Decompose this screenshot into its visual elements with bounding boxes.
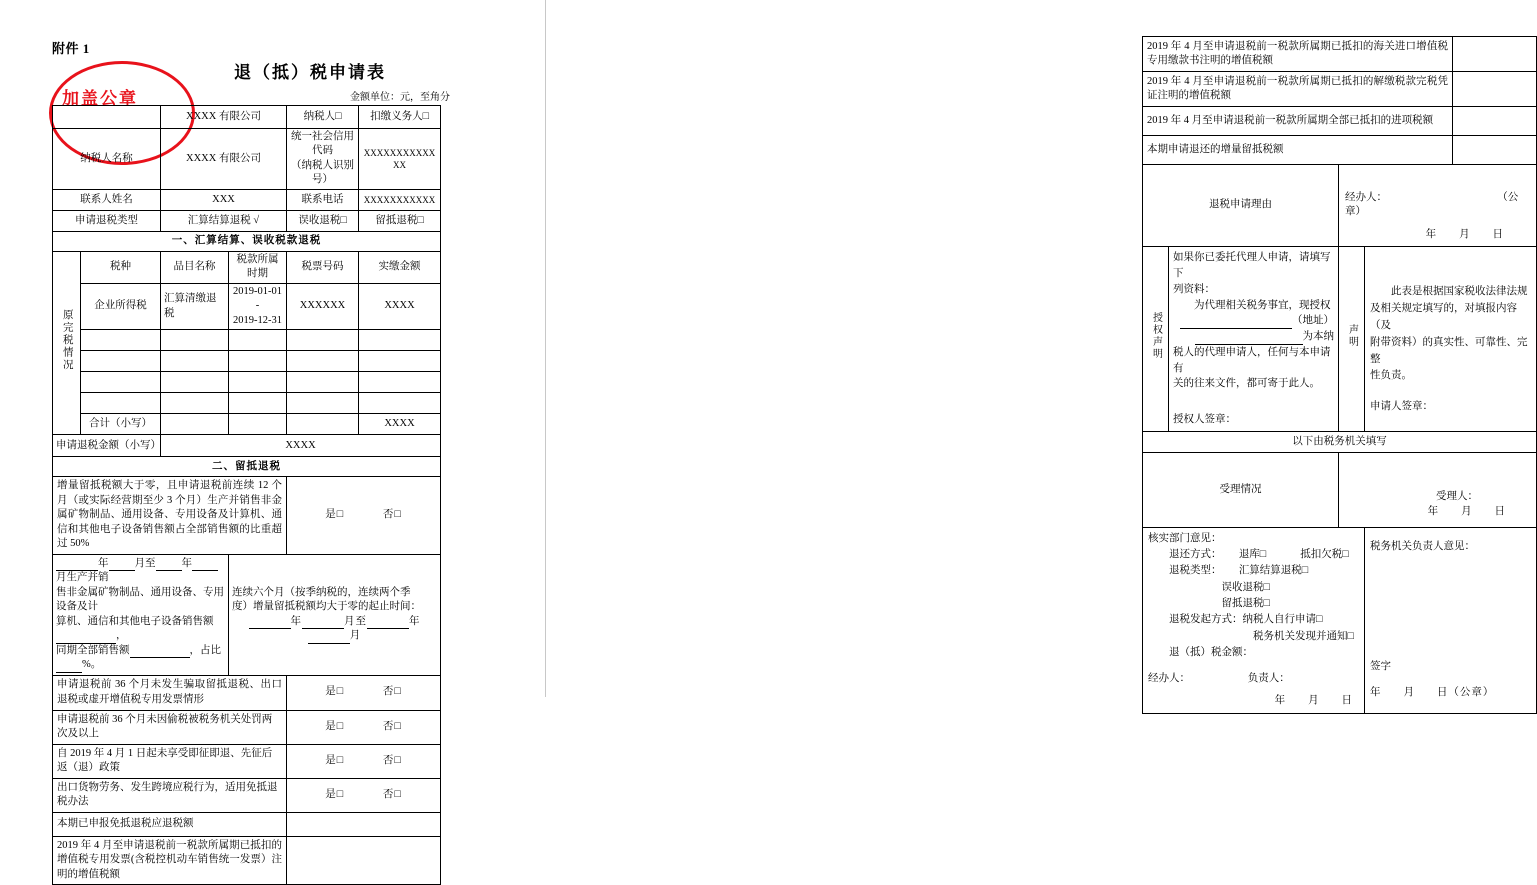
table-row bbox=[1143, 452, 1537, 527]
sales-period-to-label: 月至 bbox=[134, 557, 156, 569]
consecutive-year1-blank[interactable] bbox=[249, 618, 291, 629]
verify-department-opinion[interactable] bbox=[1143, 527, 1365, 713]
question-9-text: 2019 年 4 月至申请退税前一税款所属期已抵扣的解缴税款完税凭证注明的增值税额 bbox=[1143, 72, 1453, 107]
cell-item-name bbox=[161, 372, 229, 393]
taxpayer-blank-cell bbox=[53, 106, 161, 129]
page-title: 退（抵）税申请表 bbox=[234, 63, 386, 82]
verify-refund-type-settlement-checkbox[interactable]: 汇算结算退税□ bbox=[1238, 565, 1309, 577]
leader-opinion-label: 税务机关负责人意见： bbox=[1370, 540, 1475, 552]
question-11-value[interactable] bbox=[1453, 136, 1537, 165]
question-5-yes-checkbox[interactable]: 是□ bbox=[325, 788, 345, 800]
table-row bbox=[53, 393, 441, 414]
official-seal-text: 加盖公章 bbox=[62, 89, 138, 109]
refund-reason-date-year: 年 bbox=[1425, 228, 1438, 240]
sales-period-line3 bbox=[56, 615, 225, 644]
total-sales-label: 同期全部销售额 bbox=[56, 644, 130, 656]
table-row bbox=[53, 414, 441, 435]
total-receipt-blank bbox=[287, 414, 359, 435]
refund-type-row-3 bbox=[1148, 596, 1359, 612]
cell-paid-amount bbox=[359, 351, 441, 372]
question-8-text: 2019 年 4 月至申请退税前一税款所属期已抵扣的海关进口增值税专用缴款书注明的增值税额 bbox=[1143, 37, 1453, 72]
contact-phone-value: XXXXXXXXXXX bbox=[359, 189, 441, 210]
original-tax-status-vertical-label bbox=[53, 251, 81, 434]
cell-item-name bbox=[161, 351, 229, 372]
consecutive-period-line2: 度）增量留抵税额均大于零的起止时间： bbox=[232, 601, 421, 613]
contact-phone-label: 联系电话 bbox=[287, 189, 359, 210]
declaration-signature-label: 申请人签章： bbox=[1370, 401, 1433, 413]
question-11-text: 本期申请退还的增量留抵税额 bbox=[1143, 136, 1453, 165]
main-form-table-left bbox=[52, 105, 441, 885]
verify-responsible-label: 负责人： bbox=[1247, 673, 1290, 685]
table-row bbox=[1143, 431, 1537, 452]
initiation-label: 退税发起方式： bbox=[1169, 614, 1243, 626]
refund-method-label: 退还方式： bbox=[1169, 549, 1222, 561]
cell-tax-type: 企业所得税 bbox=[81, 283, 161, 329]
authorization-address-label: （地址） bbox=[1292, 315, 1334, 327]
cell-paid-amount: XXXX bbox=[359, 283, 441, 329]
col-header-receipt-no: 税票号码 bbox=[287, 251, 359, 283]
col-header-paid-amount: 实缴金额 bbox=[359, 251, 441, 283]
sales-period-month2-blank[interactable] bbox=[192, 560, 218, 571]
sales-period-line4 bbox=[56, 644, 225, 673]
total-label: 合计（小写） bbox=[81, 414, 161, 435]
verify-date-month: 月 bbox=[1308, 695, 1320, 707]
cell-receipt-no bbox=[287, 393, 359, 414]
total-value: XXXX bbox=[359, 414, 441, 435]
authorization-line3 bbox=[1173, 298, 1334, 314]
consecutive-period-right-block bbox=[229, 554, 441, 675]
refund-reason-date-day: 日 bbox=[1492, 228, 1504, 240]
cell-tax-type bbox=[81, 393, 161, 414]
credit-code-label bbox=[287, 129, 359, 190]
question-5-answer bbox=[287, 778, 441, 812]
col-header-period: 税款所属时期 bbox=[229, 251, 287, 283]
refund-reason-handler-row bbox=[1345, 191, 1530, 220]
question-3-no-checkbox[interactable]: 否□ bbox=[382, 720, 402, 732]
cell-receipt-no bbox=[287, 372, 359, 393]
authorization-line3-text: 为代理相关税务事宜，现授权 bbox=[1194, 299, 1331, 311]
sales-period-year2-blank[interactable] bbox=[156, 560, 182, 571]
verify-refund-type-overcollected-checkbox[interactable]: 误收退税□ bbox=[1221, 581, 1270, 593]
refund-method-treasury-checkbox[interactable]: 退库□ bbox=[1238, 549, 1267, 561]
cell-period bbox=[229, 330, 287, 351]
initiation-authority-checkbox[interactable]: 税务机关发现并通知□ bbox=[1253, 630, 1354, 642]
authorization-vertical-label bbox=[1143, 247, 1169, 432]
table-row bbox=[53, 554, 441, 675]
declaration-line1-text: 此表是根据国家税收法律法规 bbox=[1391, 286, 1528, 298]
table-row bbox=[53, 231, 441, 251]
col-header-item-name: 品目名称 bbox=[161, 251, 229, 283]
question-5-text: 出口货物劳务、发生跨境应税行为，适用免抵退税办法 bbox=[53, 778, 287, 812]
verify-refund-type-credit-checkbox[interactable]: 留抵退税□ bbox=[1221, 598, 1270, 610]
table-row bbox=[53, 210, 441, 231]
consecutive-year2-blank[interactable] bbox=[367, 618, 409, 629]
total-sales-blank[interactable] bbox=[130, 647, 190, 658]
authorization-address-blank[interactable] bbox=[1180, 318, 1292, 329]
initiation-row-2 bbox=[1148, 629, 1359, 645]
sales-period-year1-blank[interactable] bbox=[56, 560, 98, 571]
credit-code-label-line2: （纳税人识别号） bbox=[291, 159, 354, 186]
declaration-vertical-text: 声明 bbox=[1346, 324, 1358, 349]
acceptance-date bbox=[1345, 505, 1530, 519]
section-one-heading: 一、汇算结算、误收税款退税 bbox=[53, 231, 441, 251]
acceptance-label: 受理情况 bbox=[1143, 452, 1339, 527]
acceptance-date-month: 月 bbox=[1461, 505, 1473, 517]
table-row bbox=[53, 812, 441, 836]
attachment-number: 附件 1 bbox=[52, 41, 90, 56]
table-row bbox=[1143, 107, 1537, 136]
taxpayer-name-label: 纳税人名称 bbox=[53, 129, 161, 190]
table-row bbox=[53, 129, 441, 190]
table-row bbox=[53, 778, 441, 812]
declaration-content[interactable] bbox=[1365, 247, 1537, 432]
ratio-label: ，占比 bbox=[189, 644, 221, 656]
question-3-yes-checkbox[interactable]: 是□ bbox=[325, 720, 345, 732]
table-row bbox=[1143, 527, 1537, 713]
verify-date-day: 日 bbox=[1341, 695, 1353, 707]
original-tax-status-vertical-text: 原完税情况 bbox=[61, 309, 73, 372]
question-4-yes-checkbox[interactable]: 是□ bbox=[325, 754, 345, 766]
cell-paid-amount bbox=[359, 393, 441, 414]
authorization-line1: 如果你已委托代理人申请，请填写下 bbox=[1173, 252, 1331, 280]
question-9-value[interactable] bbox=[1453, 72, 1537, 107]
refund-amount-row bbox=[1148, 645, 1359, 661]
question-3-answer bbox=[287, 710, 441, 744]
leader-opinion[interactable] bbox=[1365, 527, 1537, 713]
question-2-text: 申请退税前 36 个月未发生骗取留抵退税、出口退税或虚开增值税专用发票情形 bbox=[53, 675, 287, 710]
sales-period-year1-label: 年 bbox=[98, 557, 109, 569]
amount-unit-note: 金额单位：元，至角分 bbox=[350, 92, 450, 103]
table-row bbox=[53, 372, 441, 393]
table-row bbox=[1143, 136, 1537, 165]
cell-receipt-no bbox=[287, 330, 359, 351]
question-2-no-checkbox[interactable]: 否□ bbox=[382, 686, 402, 698]
verify-date-year: 年 bbox=[1274, 695, 1287, 707]
consecutive-month1-blank[interactable] bbox=[302, 618, 344, 629]
verify-signature-row bbox=[1148, 671, 1359, 687]
cell-period bbox=[229, 283, 287, 329]
question-6-value[interactable] bbox=[287, 812, 441, 836]
leader-date-day: 日（公章） bbox=[1436, 687, 1495, 699]
sales-period-line3-text: 算机、通信和其他电子设备销售额 bbox=[56, 615, 214, 627]
verify-handler-label: 经办人： bbox=[1148, 673, 1190, 685]
question-1-text: 增量留抵税额大于零，且申请退税前连续 12 个月（或实际经营期至少 3 个月）生产并销售非金属矿物制品、通用设备、专用设备及计算机、通信和其他电子设备销售额占全部销售额的比重超过 50% bbox=[53, 477, 287, 554]
table-row bbox=[1143, 72, 1537, 107]
verify-refund-amount-label: 退（抵）税金额： bbox=[1169, 646, 1253, 658]
main-form-table-right bbox=[1142, 36, 1537, 714]
table-row bbox=[53, 106, 441, 129]
table-row bbox=[53, 435, 441, 457]
tax-authority-heading: 以下由税务机关填写 bbox=[1143, 431, 1537, 452]
refund-type-label: 申请退税类型 bbox=[53, 210, 161, 231]
refund-type-row-2 bbox=[1148, 580, 1359, 596]
sales-amount-blank[interactable] bbox=[56, 633, 116, 644]
ratio-percent: %。 bbox=[82, 659, 102, 671]
acceptor-label: 受理人： bbox=[1436, 491, 1478, 503]
cell-paid-amount bbox=[359, 330, 441, 351]
verify-dept-label: 核实部门意见： bbox=[1148, 532, 1222, 544]
question-4-answer bbox=[287, 744, 441, 778]
ratio-blank[interactable] bbox=[56, 662, 82, 673]
company-value-top: XXXX 有限公司 bbox=[161, 106, 287, 129]
verify-refund-type-label: 退税类型： bbox=[1169, 565, 1222, 577]
taxpayer-name-value: XXXX 有限公司 bbox=[161, 129, 287, 190]
cell-tax-type bbox=[81, 372, 161, 393]
authorization-line2: 列资料： bbox=[1173, 283, 1215, 295]
initiation-self-checkbox[interactable]: 纳税人自行申请□ bbox=[1242, 614, 1323, 626]
cell-item-name bbox=[161, 330, 229, 351]
refund-reason-label: 退税申请理由 bbox=[1143, 165, 1339, 247]
question-3-text: 申请退税前 36 个月未因偷税被税务机关处罚两次及以上 bbox=[53, 710, 287, 744]
refund-reason-date-month: 月 bbox=[1459, 228, 1471, 240]
question-4-no-checkbox[interactable]: 否□ bbox=[382, 754, 402, 766]
credit-code-value: XXXXXXXXXXXXX bbox=[359, 129, 441, 190]
cell-period-line2: 2019-12-31 bbox=[233, 314, 282, 326]
refund-reason-content[interactable] bbox=[1339, 165, 1537, 247]
declaration-line2: 及相关规定填写的，对填报内容（及 bbox=[1370, 303, 1517, 331]
authorization-agent-row bbox=[1173, 329, 1334, 345]
total-period-blank bbox=[229, 414, 287, 435]
table-row bbox=[1143, 247, 1537, 432]
table-row bbox=[53, 836, 441, 884]
cell-tax-type bbox=[81, 330, 161, 351]
consecutive-period-line1: 连续六个月（按季纳税的，连续两个季 bbox=[232, 586, 411, 598]
consecutive-year1-label: 年 bbox=[290, 615, 302, 627]
table-row bbox=[53, 477, 441, 554]
table-row bbox=[53, 330, 441, 351]
consecutive-period-line3 bbox=[232, 615, 437, 644]
authorization-agent-blank[interactable] bbox=[1195, 334, 1303, 345]
cell-period bbox=[229, 372, 287, 393]
declaration-line1 bbox=[1370, 284, 1531, 301]
form-page-left bbox=[0, 0, 545, 880]
sales-period-line1-suffix: 月生产并销 bbox=[56, 572, 109, 584]
verify-date bbox=[1148, 687, 1359, 709]
sales-period-line2: 售非金属矿物制品、通用设备、专用设备及计 bbox=[56, 586, 224, 613]
declaration-line3: 附带资料）的真实性、可靠性、完整 bbox=[1370, 336, 1528, 365]
table-row bbox=[53, 189, 441, 210]
table-row bbox=[53, 457, 441, 477]
role-withholding-agent-checkbox[interactable]: 扣缴义务人□ bbox=[359, 106, 441, 129]
credit-code-label-line1: 统一社会信用代码 bbox=[291, 131, 354, 157]
cell-receipt-no: XXXXXX bbox=[287, 283, 359, 329]
total-item-blank bbox=[161, 414, 229, 435]
question-10-text: 2019 年 4 月至申请退税前一税款所属期全部已抵扣的进项税额 bbox=[1143, 107, 1453, 136]
cell-period bbox=[229, 393, 287, 414]
leader-date-month: 月 bbox=[1403, 687, 1415, 699]
acceptance-content[interactable] bbox=[1339, 452, 1537, 527]
refund-type-option-overcollected[interactable]: 误收退税□ bbox=[287, 210, 359, 231]
consecutive-month2-blank[interactable] bbox=[308, 633, 350, 644]
refund-reason-handler-label: 经办人： bbox=[1345, 192, 1387, 203]
question-8-value[interactable] bbox=[1453, 37, 1537, 72]
authorization-vertical-text: 授权声明 bbox=[1150, 312, 1162, 361]
authorization-signature-label: 授权人签章： bbox=[1173, 414, 1236, 426]
question-1-yes-checkbox[interactable]: 是□ bbox=[325, 509, 345, 521]
contact-name-value: XXX bbox=[161, 189, 287, 210]
question-4-text: 自 2019 年 4 月 1 日起未享受即征即退、先征后返（退）政策 bbox=[53, 744, 287, 778]
leader-date-year: 年 bbox=[1370, 687, 1382, 699]
question-7-text: 2019 年 4 月至申请退税前一税款所属期已抵扣的增值税专用发票(含税控机动车销售统一发票）注明的增值税额 bbox=[53, 836, 287, 884]
table-row bbox=[53, 283, 441, 329]
leader-date bbox=[1370, 675, 1531, 701]
authorization-address-row bbox=[1173, 313, 1334, 329]
question-6-text: 本期已申报免抵退税应退税额 bbox=[53, 812, 287, 836]
cell-tax-type bbox=[81, 351, 161, 372]
sales-period-month1-blank[interactable] bbox=[109, 560, 135, 571]
table-row bbox=[53, 351, 441, 372]
sales-period-comma: ， bbox=[116, 630, 127, 642]
acceptance-date-day: 日 bbox=[1494, 505, 1506, 517]
authorization-line5: 税人的代理申请人，任何与本申请有 bbox=[1173, 346, 1331, 374]
sales-period-left-block bbox=[53, 554, 229, 675]
section-two-heading: 二、留抵退税 bbox=[53, 457, 441, 477]
refund-method-offset-checkbox[interactable]: 抵扣欠税□ bbox=[1300, 549, 1349, 561]
question-1-answer bbox=[287, 477, 441, 554]
contact-name-label: 联系人姓名 bbox=[53, 189, 161, 210]
question-1-no-checkbox[interactable]: 否□ bbox=[382, 509, 402, 521]
initiation-row bbox=[1148, 612, 1359, 628]
form-page-right bbox=[546, 0, 1528, 707]
sales-period-year2-label: 年 bbox=[181, 557, 192, 569]
table-row bbox=[53, 675, 441, 710]
cell-period-line1: 2019-01-01- bbox=[233, 285, 282, 312]
consecutive-month2-label: 月 bbox=[349, 630, 362, 642]
apply-amount-label: 申请退税金额（小写） bbox=[53, 435, 161, 457]
refund-method-row bbox=[1148, 547, 1359, 563]
sales-period-line1 bbox=[56, 557, 225, 586]
cell-receipt-no bbox=[287, 351, 359, 372]
table-row bbox=[53, 710, 441, 744]
cell-item-name bbox=[161, 393, 229, 414]
declaration-line4: 性负责。 bbox=[1370, 370, 1412, 382]
apply-amount-value: XXXX bbox=[161, 435, 441, 457]
leader-sign-label: 签字 bbox=[1370, 661, 1391, 673]
refund-type-option-settlement[interactable]: 汇算结算退税 √ bbox=[161, 210, 287, 231]
col-header-tax-type: 税种 bbox=[81, 251, 161, 283]
role-taxpayer-checkbox[interactable]: 纳税人□ bbox=[287, 106, 359, 129]
cell-item-name: 汇算清缴退税 bbox=[161, 283, 229, 329]
cell-paid-amount bbox=[359, 372, 441, 393]
question-10-value[interactable] bbox=[1453, 107, 1537, 136]
refund-reason-seal-label: （公章） bbox=[1345, 192, 1519, 218]
question-7-value[interactable] bbox=[287, 836, 441, 884]
refund-type-row bbox=[1148, 563, 1359, 579]
consecutive-year2-label: 年 bbox=[409, 615, 421, 627]
authorization-line6: 关的往来文件，都可寄于此人。 bbox=[1173, 378, 1320, 390]
question-2-yes-checkbox[interactable]: 是□ bbox=[325, 686, 345, 698]
refund-type-option-credit[interactable]: 留抵退税□ bbox=[359, 210, 441, 231]
table-row bbox=[1143, 165, 1537, 247]
declaration-vertical-label bbox=[1339, 247, 1365, 432]
table-row bbox=[53, 744, 441, 778]
question-5-no-checkbox[interactable]: 否□ bbox=[382, 788, 402, 800]
acceptance-date-year: 年 bbox=[1427, 505, 1440, 517]
table-row bbox=[53, 251, 441, 283]
authorization-agent-suffix: 为本纳 bbox=[1302, 331, 1334, 343]
cell-period bbox=[229, 351, 287, 372]
authorization-content[interactable] bbox=[1169, 247, 1339, 432]
question-2-answer bbox=[287, 675, 441, 710]
table-row bbox=[1143, 37, 1537, 72]
consecutive-to-label: 月至 bbox=[344, 615, 367, 627]
refund-reason-date bbox=[1345, 220, 1530, 242]
